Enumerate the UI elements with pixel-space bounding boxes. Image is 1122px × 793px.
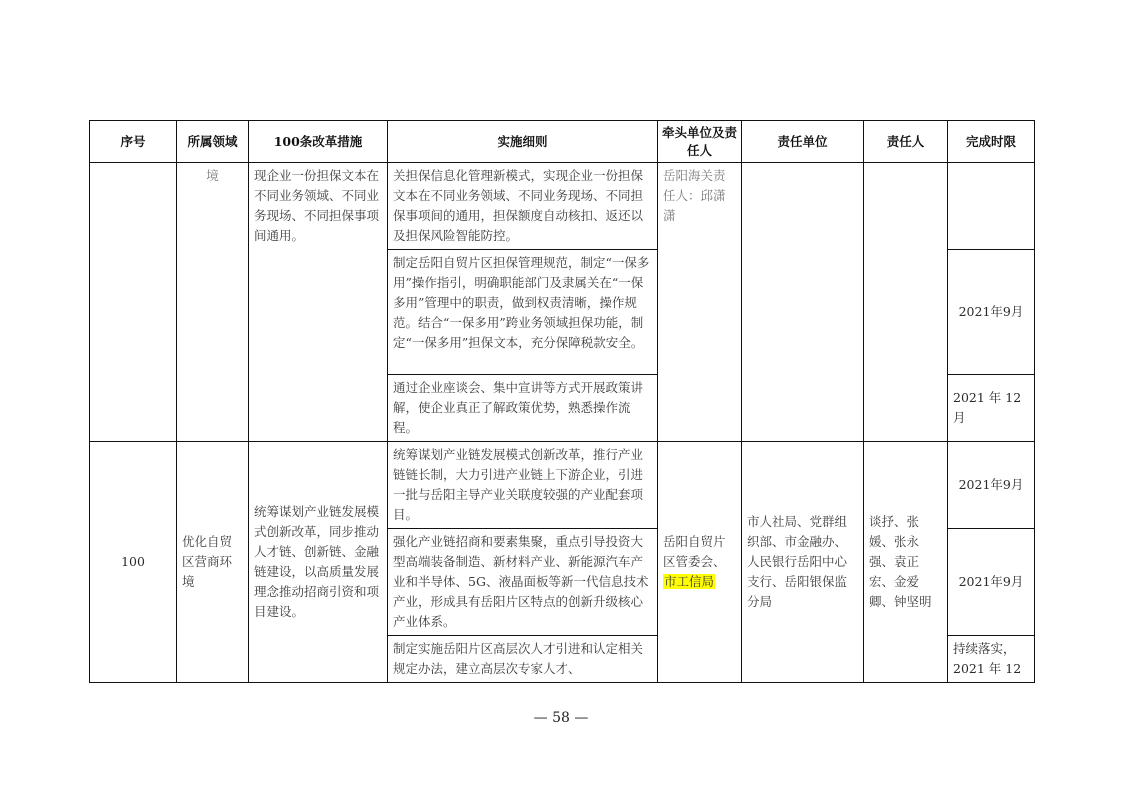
row1-deadline-2: 2021年9月 bbox=[948, 250, 1035, 375]
table-row bbox=[90, 163, 1035, 250]
row2-deadline-2: 2021年9月 bbox=[948, 529, 1035, 636]
row2-detail-2: 强化产业链招商和要素集聚，重点引导投资大型高端装备制造、新材料产业、新能源汽车产业和半导体、5G、液晶面板等新一代信息技术产业，形成具有岳阳片区特点的创新升级核心产业体系。 bbox=[388, 529, 658, 636]
header-details: 实施细则 bbox=[388, 121, 658, 163]
row1-units bbox=[742, 163, 864, 442]
table-header bbox=[90, 121, 1035, 163]
row1-domain: 境 bbox=[177, 163, 249, 442]
row2-deadline-3: 持续落实，2021 年 12 bbox=[948, 636, 1035, 683]
highlighted-unit: 市工信局 bbox=[664, 574, 715, 589]
reform-measures-table bbox=[89, 120, 1035, 683]
header-deadline: 完成时限 bbox=[948, 121, 1035, 163]
row2-lead-text: 岳阳自贸片区管委会、 bbox=[663, 534, 726, 569]
row2-detail-1: 统筹谋划产业链发展模式创新改革，推行产业链链长制，大力引进产业链上下游企业，引进一批与岳阳主导产业关联度较强的产业配套项目。 bbox=[388, 442, 658, 529]
row2-seq: 100 bbox=[90, 442, 177, 683]
row1-seq bbox=[90, 163, 177, 442]
page-number: — 58 — bbox=[533, 710, 589, 726]
table-row bbox=[90, 442, 1035, 529]
header-units: 责任单位 bbox=[742, 121, 864, 163]
row1-measure: 现企业一份担保文本在不同业务领域、不同业务现场、不同担保事项间通用。 bbox=[249, 163, 388, 442]
row2-deadline-1: 2021年9月 bbox=[948, 442, 1035, 529]
row1-deadline-3: 2021 年 12 月 bbox=[948, 375, 1035, 442]
row2-persons: 谈抒、张媛、张永强、袁正宏、金爱卿、钟坚明 bbox=[864, 442, 948, 683]
row2-measure: 统筹谋划产业链发展模式创新改革，同步推动人才链、创新链、金融链建设，以高质量发展理念推动招商引资和项目建设。 bbox=[249, 442, 388, 683]
row2-detail-3: 制定实施岳阳片区高层次人才引进和认定相关规定办法，建立高层次专家人才、 bbox=[388, 636, 658, 683]
header-lead: 牵头单位及责任人 bbox=[658, 121, 742, 163]
header-seq: 序号 bbox=[90, 121, 177, 163]
header-persons: 责任人 bbox=[864, 121, 948, 163]
row1-detail-2: 制定岳阳自贸片区担保管理规范，制定“一保多用”操作指引，明确职能部门及隶属关在“一保多用”管理中的职责，做到权责清晰，操作规范。结合“一保多用”跨业务领域担保功能，制定“一保多用”担保文本，充分保障税款安全。 bbox=[388, 250, 658, 375]
header-domain: 所属领域 bbox=[177, 121, 249, 163]
row1-lead: 岳阳海关责任人：邱潇潇 bbox=[658, 163, 742, 442]
row1-detail-3: 通过企业座谈会、集中宣讲等方式开展政策讲解，使企业真正了解政策优势，熟悉操作流程。 bbox=[388, 375, 658, 442]
row1-detail-1: 关担保信息化管理新模式，实现企业一份担保文本在不同业务领域、不同业务现场、不同担保事项间的通用，担保额度自动核扣、返还以及担保风险智能防控。 bbox=[388, 163, 658, 250]
row2-lead bbox=[658, 442, 742, 683]
row2-domain: 优化自贸区营商环境 bbox=[177, 442, 249, 683]
row1-persons bbox=[864, 163, 948, 442]
header-measure: 100条改革措施 bbox=[249, 121, 388, 163]
row2-units: 市人社局、党群组织部、市金融办、人民银行岳阳中心支行、岳阳银保监分局 bbox=[742, 442, 864, 683]
row1-deadline-1 bbox=[948, 163, 1035, 250]
